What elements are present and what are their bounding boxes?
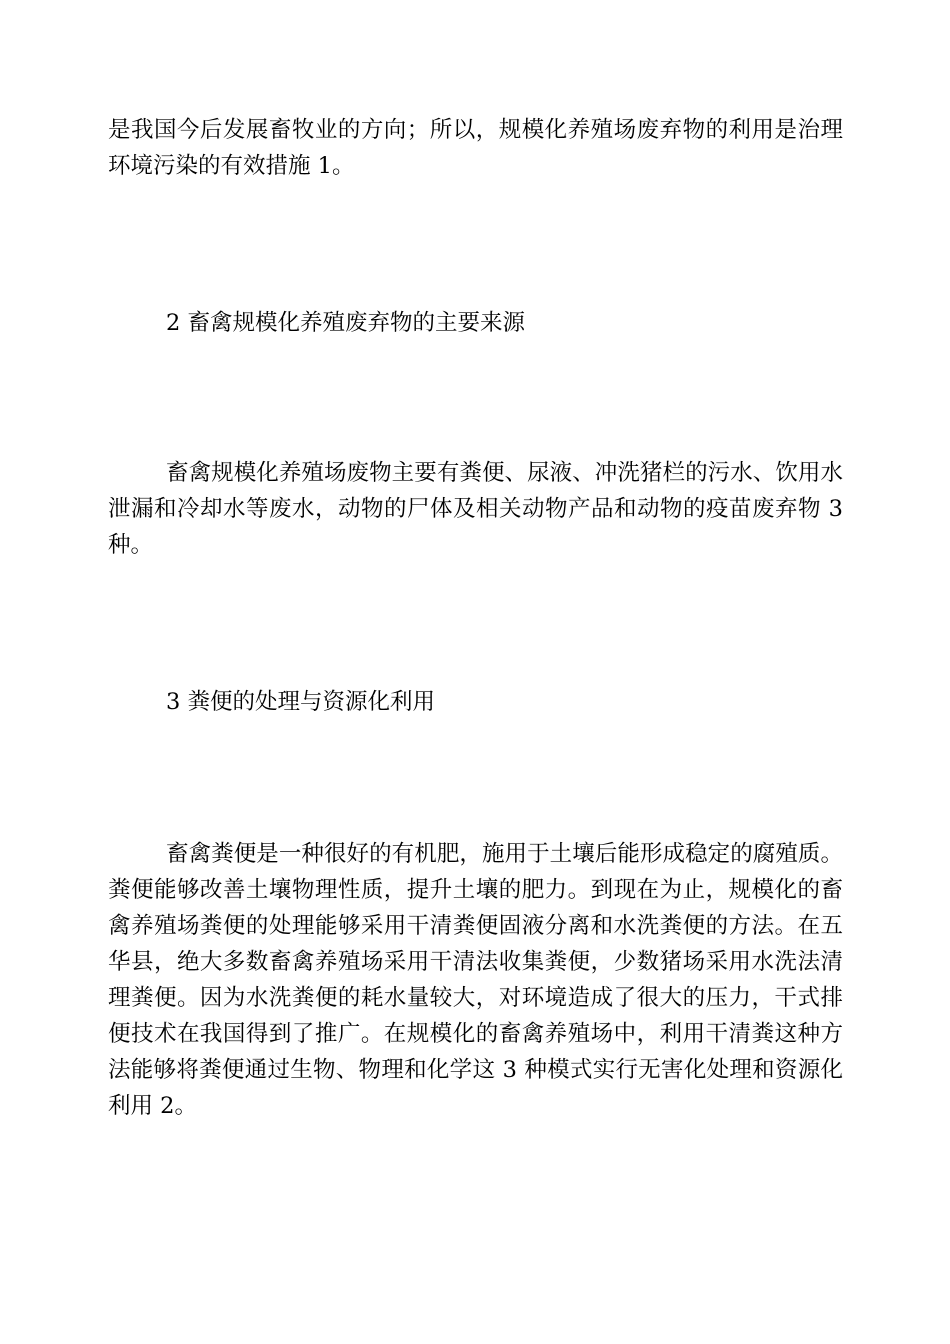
paragraph-1: 是我国今后发展畜牧业的方向；所以，规模化养殖场废弃物的利用是治理环境污染的有效措施 1。: [108, 117, 843, 179]
paragraph-2: 畜禽规模化养殖场废物主要有粪便、尿液、冲洗猪栏的污水、饮用水泄漏和冷却水等废水，动物的尸体及相关动物产品和动物的疫苗废弃物 3 种。: [108, 460, 843, 558]
section-heading-3: 3 粪便的处理与资源化利用: [166, 689, 435, 715]
paragraph-3: 畜禽粪便是一种很好的有机肥，施用于土壤后能形成稳定的腐殖质。粪便能够改善土壤物理性质，提升土壤的肥力。到现在为止，规模化的畜禽养殖场粪便的处理能够采用干清粪便固液分离和水洗粪便的方法。在五华县，绝大多数畜禽养殖场采用干清法收集粪便，少数猪场采用水洗法清理粪便。因为水洗粪便的耗水量较大，对环境造成了很大的压力，干式排便技术在我国得到了推广。在规模化的畜禽养殖场中，利用干清粪这种方法能够将粪便通过生物、物理和化学这 3 种模式实行无害化处理和资源化利用 2。: [108, 841, 843, 1119]
section-heading-2: 2 畜禽规模化养殖废弃物的主要来源: [166, 310, 525, 336]
